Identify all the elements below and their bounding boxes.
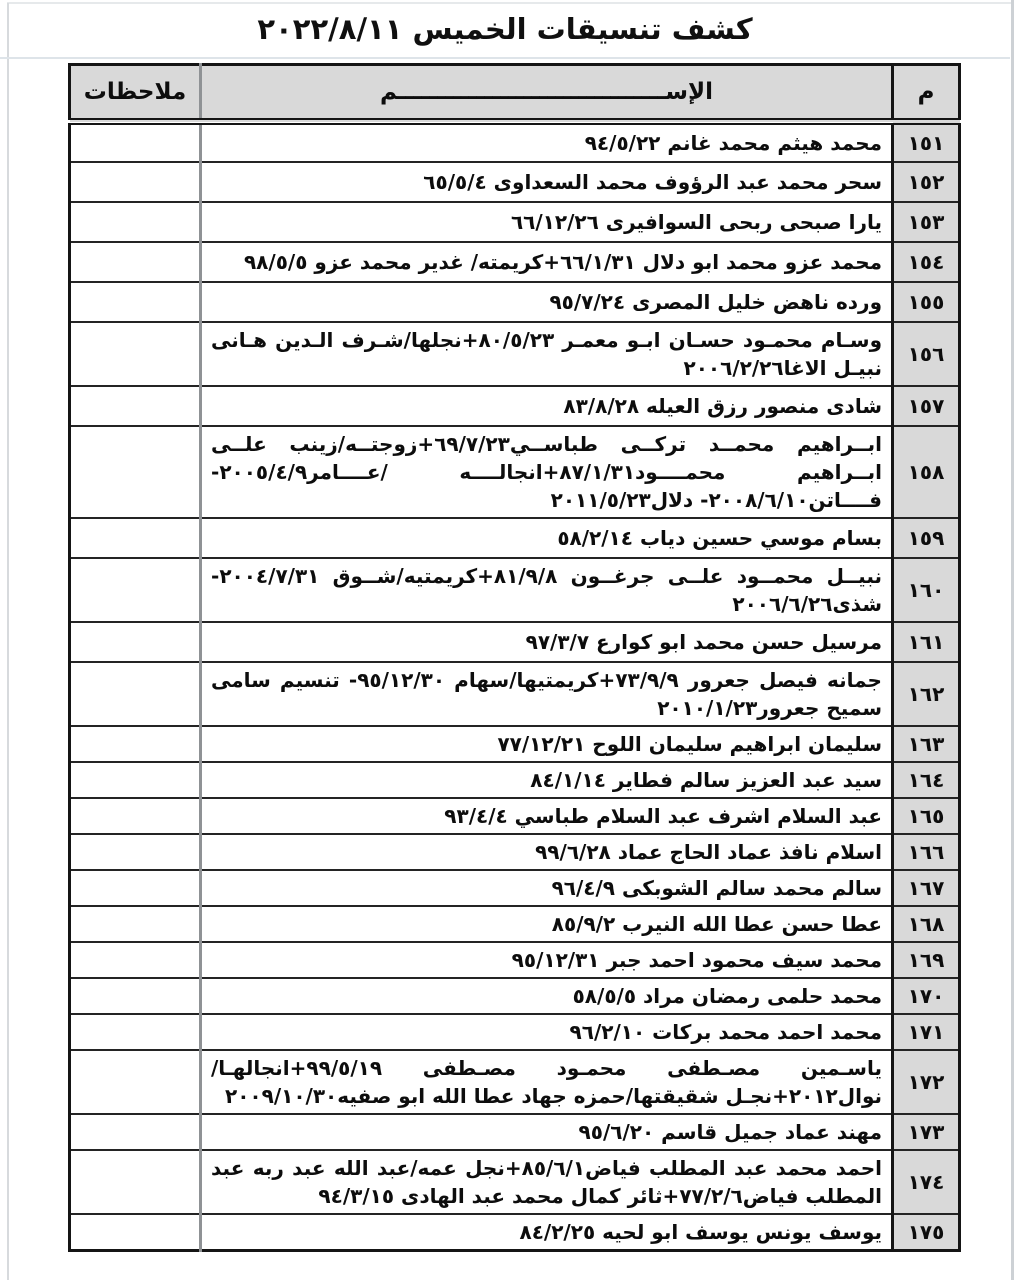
person-entry-cell: ياسـمين مصـطفى محمـود مصـطفى ٩٩/٥/١٩+انجالهـا/نوال٢٠١٢+نجـل شقيقتها/حمزه جهاد عطا الله ابو صفيه٢٠٠٩/١٠/٣٠ [201,1050,893,1114]
notes-cell [70,242,201,282]
row-serial-cell: ١٥٢ [893,162,960,202]
notes-cell [70,518,201,558]
page-edge-right-line [1011,0,1014,1280]
person-entry-cell: يارا صبحى ربحى السوافيرى ٦٦/١٢/٢٦ [201,202,893,242]
row-serial-cell: ١٥٩ [893,518,960,558]
notes-cell [70,162,201,202]
notes-cell [70,622,201,662]
table-row [70,1150,960,1214]
person-entry-cell: محمد سيف محمود احمد جبر ٩٥/١٢/٣١ [201,942,893,978]
notes-cell [70,282,201,322]
row-serial-cell: ١٥٣ [893,202,960,242]
person-entry-cell: محمد هيثم محمد غانم ٩٤/٥/٢٢ [201,122,893,162]
person-entry-cell: محمد احمد محمد بركات ٩٦/٢/١٠ [201,1014,893,1050]
person-entry-cell: مهند عماد جميل قاسم ٩٥/٦/٢٠ [201,1114,893,1150]
row-serial-cell: ١٥٥ [893,282,960,322]
person-entry-cell: اسلام نافذ عماد الحاج عماد ٩٩/٦/٢٨ [201,834,893,870]
table-row [70,558,960,622]
row-serial-cell: ١٧٥ [893,1214,960,1251]
table-row [70,798,960,834]
table-row [70,242,960,282]
person-entry-cell: نبيــل محمــود علــى جرغــون ٨١/٩/٨+كريمتيه/شــوق ٢٠٠٤/٧/٣١- شذى٢٠٠٦/٦/٢٦ [201,558,893,622]
row-serial-cell: ١٦٤ [893,762,960,798]
notes-cell [70,1214,201,1251]
person-entry-cell: محمد حلمى رمضان مراد ٥٨/٥/٥ [201,978,893,1014]
table-row [70,518,960,558]
table-row [70,122,960,162]
header-row [70,65,960,122]
person-entry-cell: شادى منصور رزق العيله ٨٣/٨/٢٨ [201,386,893,426]
faint-rule-under-title [0,57,1010,59]
row-serial-cell: ١٦٥ [893,798,960,834]
table-body [70,122,960,1251]
person-entry-cell: يوسف يونس يوسف ابو لحيه ٨٤/٢/٢٥ [201,1214,893,1251]
person-entry-cell: عبد السلام اشرف عبد السلام طباسي ٩٣/٤/٤ [201,798,893,834]
notes-cell [70,202,201,242]
page-title: كشف تنسيقات الخميس ٢٠٢٢/٨/١١ [257,12,753,46]
row-serial-cell: ١٦٦ [893,834,960,870]
table-row [70,870,960,906]
table-row [70,978,960,1014]
row-serial-cell: ١٥٤ [893,242,960,282]
table-row [70,834,960,870]
table-row [70,282,960,322]
notes-cell [70,942,201,978]
row-serial-cell: ١٦٧ [893,870,960,906]
notes-cell [70,978,201,1014]
table-row [70,1114,960,1150]
notes-cell [70,726,201,762]
row-serial-cell: ١٧٤ [893,1150,960,1214]
notes-cell [70,1050,201,1114]
person-entry-cell: جمانه فيصل جعرور ٧٣/٩/٩+كريمتيها/سهام ٩٥/١٢/٣٠- تنسيم سامى سميح جعرور٢٠١٠/١/٢٣ [201,662,893,726]
notes-cell [70,662,201,726]
notes-cell [70,834,201,870]
person-entry-cell: سحر محمد عبد الرؤوف محمد السعداوى ٦٥/٥/٤ [201,162,893,202]
person-entry-cell: ورده ناهض خليل المصرى ٩٥/٧/٢٤ [201,282,893,322]
header-notes-column: ملاحظات [70,65,201,122]
person-entry-cell: وسـام محمـود حسـان ابـو معمـر ٨٠/٥/٢٣+نجلها/شـرف الـدين هـانى نبيـل الاغا٢٠٠٦/٢/٢٦ [201,322,893,386]
page-edge-top-line [7,2,1013,4]
notes-cell [70,122,201,162]
table-row [70,1014,960,1050]
notes-cell [70,906,201,942]
table-row [70,1214,960,1251]
page-edge-left-line [7,3,9,1280]
table-row [70,162,960,202]
table-row [70,942,960,978]
row-serial-cell: ١٥٦ [893,322,960,386]
notes-cell [70,322,201,386]
header-serial-column: م [893,65,960,122]
person-entry-cell: محمد عزو محمد ابو دلال ٦٦/١/٣١+كريمته/ غدير محمد عزو ٩٨/٥/٥ [201,242,893,282]
table-row [70,386,960,426]
notes-cell [70,870,201,906]
notes-cell [70,1150,201,1214]
notes-cell [70,426,201,518]
notes-cell [70,762,201,798]
roster-table [68,63,961,1252]
row-serial-cell: ١٦٢ [893,662,960,726]
table-row [70,906,960,942]
row-serial-cell: ١٦٩ [893,942,960,978]
row-serial-cell: ١٦٨ [893,906,960,942]
person-entry-cell: سليمان ابراهيم سليمان اللوح ٧٧/١٢/٢١ [201,726,893,762]
table-row [70,322,960,386]
header-name-column: الإســــــــــــــــــــــــــــــــــم [201,65,893,122]
row-serial-cell: ١٥١ [893,122,960,162]
person-entry-cell: مرسيل حسن محمد ابو كوارع ٩٧/٣/٧ [201,622,893,662]
row-serial-cell: ١٦٠ [893,558,960,622]
table-row [70,726,960,762]
row-serial-cell: ١٧١ [893,1014,960,1050]
person-entry-cell: عطا حسن عطا الله النيرب ٨٥/٩/٢ [201,906,893,942]
table-row [70,762,960,798]
row-serial-cell: ١٦٣ [893,726,960,762]
notes-cell [70,1014,201,1050]
person-entry-cell: سيد عبد العزيز سالم فطاير ٨٤/١/١٤ [201,762,893,798]
row-serial-cell: ١٧٣ [893,1114,960,1150]
row-serial-cell: ١٧٢ [893,1050,960,1114]
person-entry-cell: ابــراهيم محمــد تركــى طباســي٦٩/٧/٢٣+زوجتــه/زينب علــى ابــراهيم محمــــود٨٧/١/٣١+انجالــــه /عــــامر٢٠٠٥/٤/٩- فــــاتن٢٠٠٨/٦/١٠- دلال٢٠١١/٥/٢٣ [201,426,893,518]
notes-cell [70,798,201,834]
table-row [70,622,960,662]
table-row [70,1050,960,1114]
row-serial-cell: ١٥٧ [893,386,960,426]
table-row [70,662,960,726]
row-serial-cell: ١٧٠ [893,978,960,1014]
person-entry-cell: احمد محمد عبد المطلب فياض٨٥/٦/١+نجل عمه/عبد الله عبد ربه عبد المطلب فياض٧٧/٢/٦+ثائر كمال محمد عبد الهادى ٩٤/٣/١٥ [201,1150,893,1214]
person-entry-cell: بسام موسي حسين دياب ٥٨/٢/١٤ [201,518,893,558]
table-row [70,202,960,242]
row-serial-cell: ١٦١ [893,622,960,662]
row-serial-cell: ١٥٨ [893,426,960,518]
table-row [70,426,960,518]
notes-cell [70,386,201,426]
notes-cell [70,558,201,622]
notes-cell [70,1114,201,1150]
person-entry-cell: سالم محمد سالم الشوبكى ٩٦/٤/٩ [201,870,893,906]
